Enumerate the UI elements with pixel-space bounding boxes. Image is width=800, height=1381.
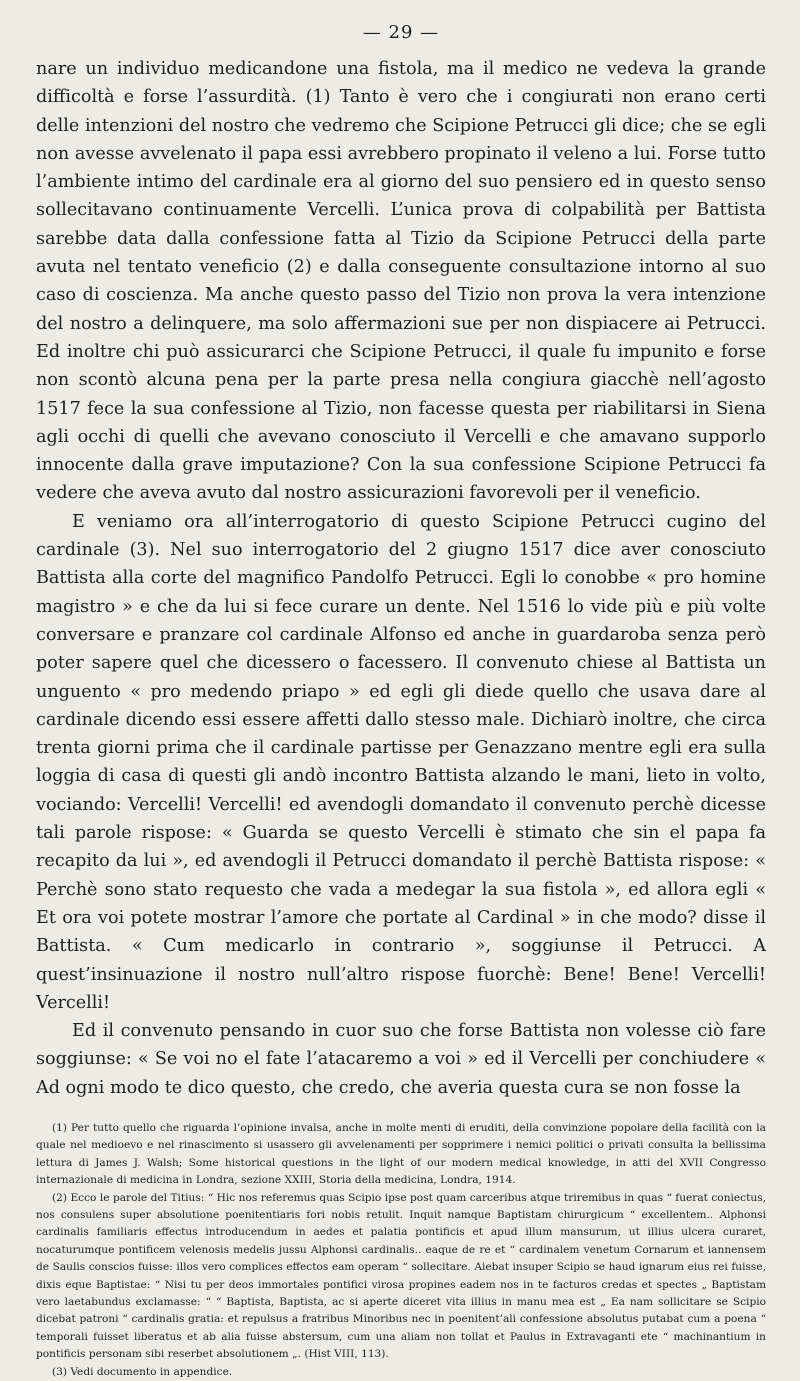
paragraph: Ed il convenuto pensando in cuor suo che forse Battista non volesse ciò fare soggiunse: « Se voi no el fate l’atacaremo a voi » ed il Vercelli per conchiudere « Ad ogni modo te dico questo, che credo, che averia questa cura se non fosse la [36,1021,766,1098]
paragraph: nare un individuo medicandone una fistola, ma il medico ne vedeva la grande difficoltà e forse l’assurdità. (1) Tanto è vero che i congiurati non erano certi delle intenzioni del nostro che vedremo che Scipione Petrucci gli dice; che se egli non avesse avvelenato il papa essi avrebbero propinato il veleno a lui. Forse tutto l’ambiente intimo del cardinale era al giorno del suo pensiero ed in questo senso sollecitavano continuamente Vercelli. L’unica prova di colpabilità per Battista sarebbe data dalla confessione fatta al Tizio da Scipione Petrucci della parte avuta nel tentato veneficio (2) e dalla conseguente consultazione intorno al suo caso di coscienza. Ma anche questo passo del Tizio non prova la vera intenzione del nostro a delinquere, ma solo affermazioni sue per non dispiacere ai Petrucci. Ed inoltre chi può assicurarci che Scipione Petrucci, il quale fu impunito e forse non scontò alcuna pena per la parte presa nella congiura giacchè nell’agosto 1517 fece la sua confessione al Tizio, non facesse questa per riabilitarsi in Siena agli occhi di quelli che avevano conosciuto il Vercelli e che amavano supporlo innocente dalla grave imputazione? Con la sua confessione Scipione Petrucci fa vedere che aveva avuto dal nostro assicurazioni favorevoli per il veneficio. [36,59,766,504]
footnotes [36,1120,766,1381]
body-text [36,55,766,1102]
footnote: (3) Vedi documento in appendice. [52,1365,233,1378]
footnote: (1) Per tutto quello che riguarda l’opinione invalsa, anche in molte menti di eruditi, della convinzione popolare della facilità con la quale nel medioevo e nel rinascimento si usassero gli avvelenamenti per sopprimere i nemici politici o privati consulta la bellissima lettura di James J. Walsh; Some historical questions in the light of our modern medical knowledge, in atti del XVII Congresso internazionale di medicina in Londra, sezione XXIII, Storia della medicina, Londra, 1914. [36,1121,766,1187]
paragraph: E veniamo ora all’interrogatorio di questo Scipione Petrucci cugino del cardinale (3). Nel suo interrogatorio del 2 giugno 1517 dice aver conosciuto Battista alla corte del magnifico Pandolfo Petrucci. Egli lo conobbe « pro homine magistro » e che da lui si fece curare un dente. Nel 1516 lo vide più e più volte conversare e pranzare col cardinale Alfonso ed anche in guardaroba senza però poter sapere quel che dicessero o facessero. Il convenuto chiese al Battista un unguento « pro medendo priapo » ed egli gli diede quello che usava dare al cardinale dicendo essi essere affetti dallo stesso male. Dichiarò inoltre, che circa trenta giorni prima che il cardinale partisse per Genazzano mentre egli era sulla loggia di casa di questi gli andò incontro Battista alzando le mani, lieto in volto, vociando: Vercelli! Vercelli! ed avendogli domandato il convenuto perchè dicesse tali parole rispose: « Guarda se questo Vercelli è stimato che sin el papa fa recapito da lui », ed avendogli il Petrucci domandato il perchè Battista rispose: « Perchè sono stato requesto che vada a medegar la sua fistola », ed allora egli « Et ora voi potete mostrar l’amore che portate al Cardinal » in che modo? disse il Battista. « Cum medicarlo in contrario », soggiunse il Petrucci. A quest’insinuazione il nostro null’altro rispose fuorchè: Bene! Bene! Vercelli! Vercelli! [36,511,766,1013]
page-number: — 29 — [362,22,440,43]
footnote: (2) Ecco le parole del Titius: “ Hic nos referemus quas Scipio ipse post quam carceribus atque triremibus in quas “ fuerat coniectus, nos consulens super absolutione poenitentiaris fori nobis retulit. Inquit namque Baptistam chirurgicum “ excellentem.. Alphonsi cardinalis familiaris effectus introducendum in aedes et palatia pontificis et apud illum mansurum, ut illius ulcera curaret, nocaturumque pontificem velenosis medelis jussu Alphonsi cardinalis.. eaque de re et “ cardinalem venetum Cornarum et iannensem de Saulis conscios fuisse: illos vero complices effectos eam operam “ sollecitare. Aiebat insuper Scipio se haud ignarum eius rei fuisse, dixis eque Baptistae: “ Nisi tu per deos immortales pontifici virosa propines eadem nos in te facturos credas et spectes „ Baptistam vero laetabundus exclamasse: “ “ Baptista, Baptista, ac si aperte diceret vita illius in manu mea est „ Ea nam sollicitare se Scipio dicebat patroni “ cardinalis gratia: et repulsus a fratribus Minoribus nec in poenitent’ali confessione absolutus putabat cum a poena “ temporali fuisset liberatus et ab alia fuisse abstersum, cum una aliam non tollat et Paulus in Extravaganti ete “ machinantium in pontificis personam sibi reserbet absolutionem „. (Hist VIII, 113). [36,1191,766,1361]
